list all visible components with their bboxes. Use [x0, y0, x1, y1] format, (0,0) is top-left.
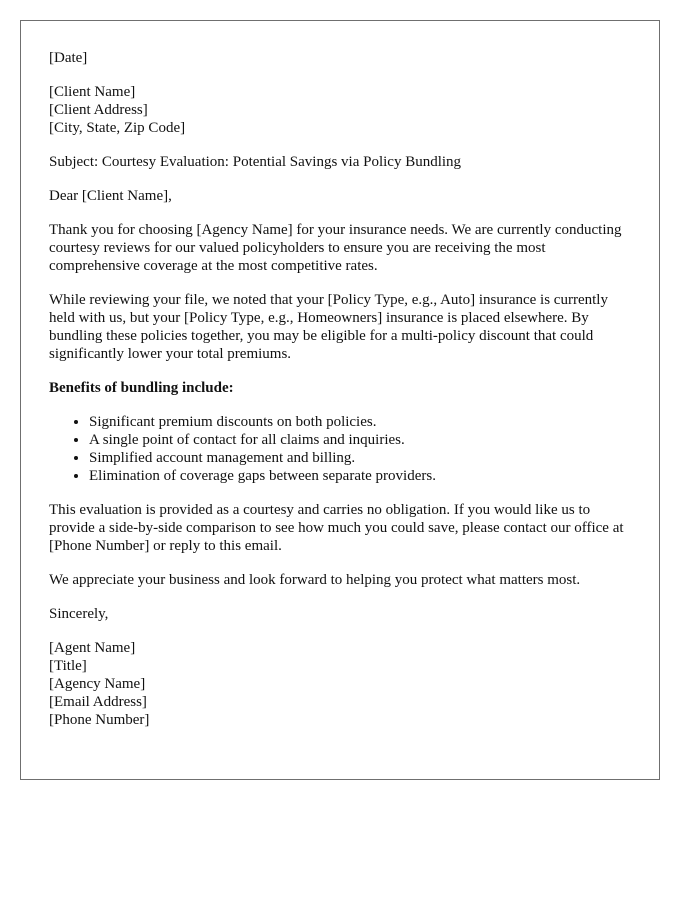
list-item: • Significant premium discounts on both policies. — [89, 413, 631, 431]
client-name: [Client Name] — [49, 84, 136, 100]
list-item: • Simplified account management and billing. — [89, 449, 631, 467]
phone-number: [Phone Number] — [49, 712, 150, 728]
letter-date: [Date] — [49, 50, 88, 66]
list-item: • A single point of contact for all claims and inquiries. — [89, 431, 631, 449]
benefits-list — [49, 413, 631, 485]
letter-signoff: Sincerely, — [49, 606, 109, 622]
benefits-heading: Benefits of bundling include: — [49, 380, 234, 396]
email-address: [Email Address] — [49, 694, 147, 710]
list-item: • Elimination of coverage gaps between separate providers. — [89, 467, 631, 485]
client-address-block — [49, 83, 631, 137]
body-paragraph: While reviewing your file, we noted that your [Policy Type, e.g., Auto] insurance is currently held with us, but your [Policy Type, e.g., Homeowners] insurance is placed elsewhere. By bundling these policies together, you may be eligible for a multi-policy discount that could significantly lower your total premiums. — [49, 292, 608, 362]
body-paragraph: This evaluation is provided as a courtesy and carries no obligation. If you would like us to provide a side-by-side comparison to see how much you could save, please contact our office at [Phone Number] or reply to this email. — [49, 502, 624, 554]
agent-title: [Title] — [49, 658, 87, 674]
signature-block — [49, 639, 631, 729]
agency-name: [Agency Name] — [49, 676, 146, 692]
agent-name: [Agent Name] — [49, 640, 136, 656]
letter-salutation: Dear [Client Name], — [49, 188, 172, 204]
client-address: [Client Address] — [49, 102, 148, 118]
client-city-state-zip: [City, State, Zip Code] — [49, 120, 186, 136]
body-paragraph: We appreciate your business and look forward to helping you protect what matters most. — [49, 572, 581, 588]
letter-page — [20, 20, 660, 780]
body-paragraph: Thank you for choosing [Agency Name] for your insurance needs. We are currently conducting courtesy reviews for our valued policyholders to ensure you are receiving the most comprehensive coverage at the most competitive rates. — [49, 222, 622, 274]
letter-subject: Subject: Courtesy Evaluation: Potential Savings via Policy Bundling — [49, 154, 462, 170]
